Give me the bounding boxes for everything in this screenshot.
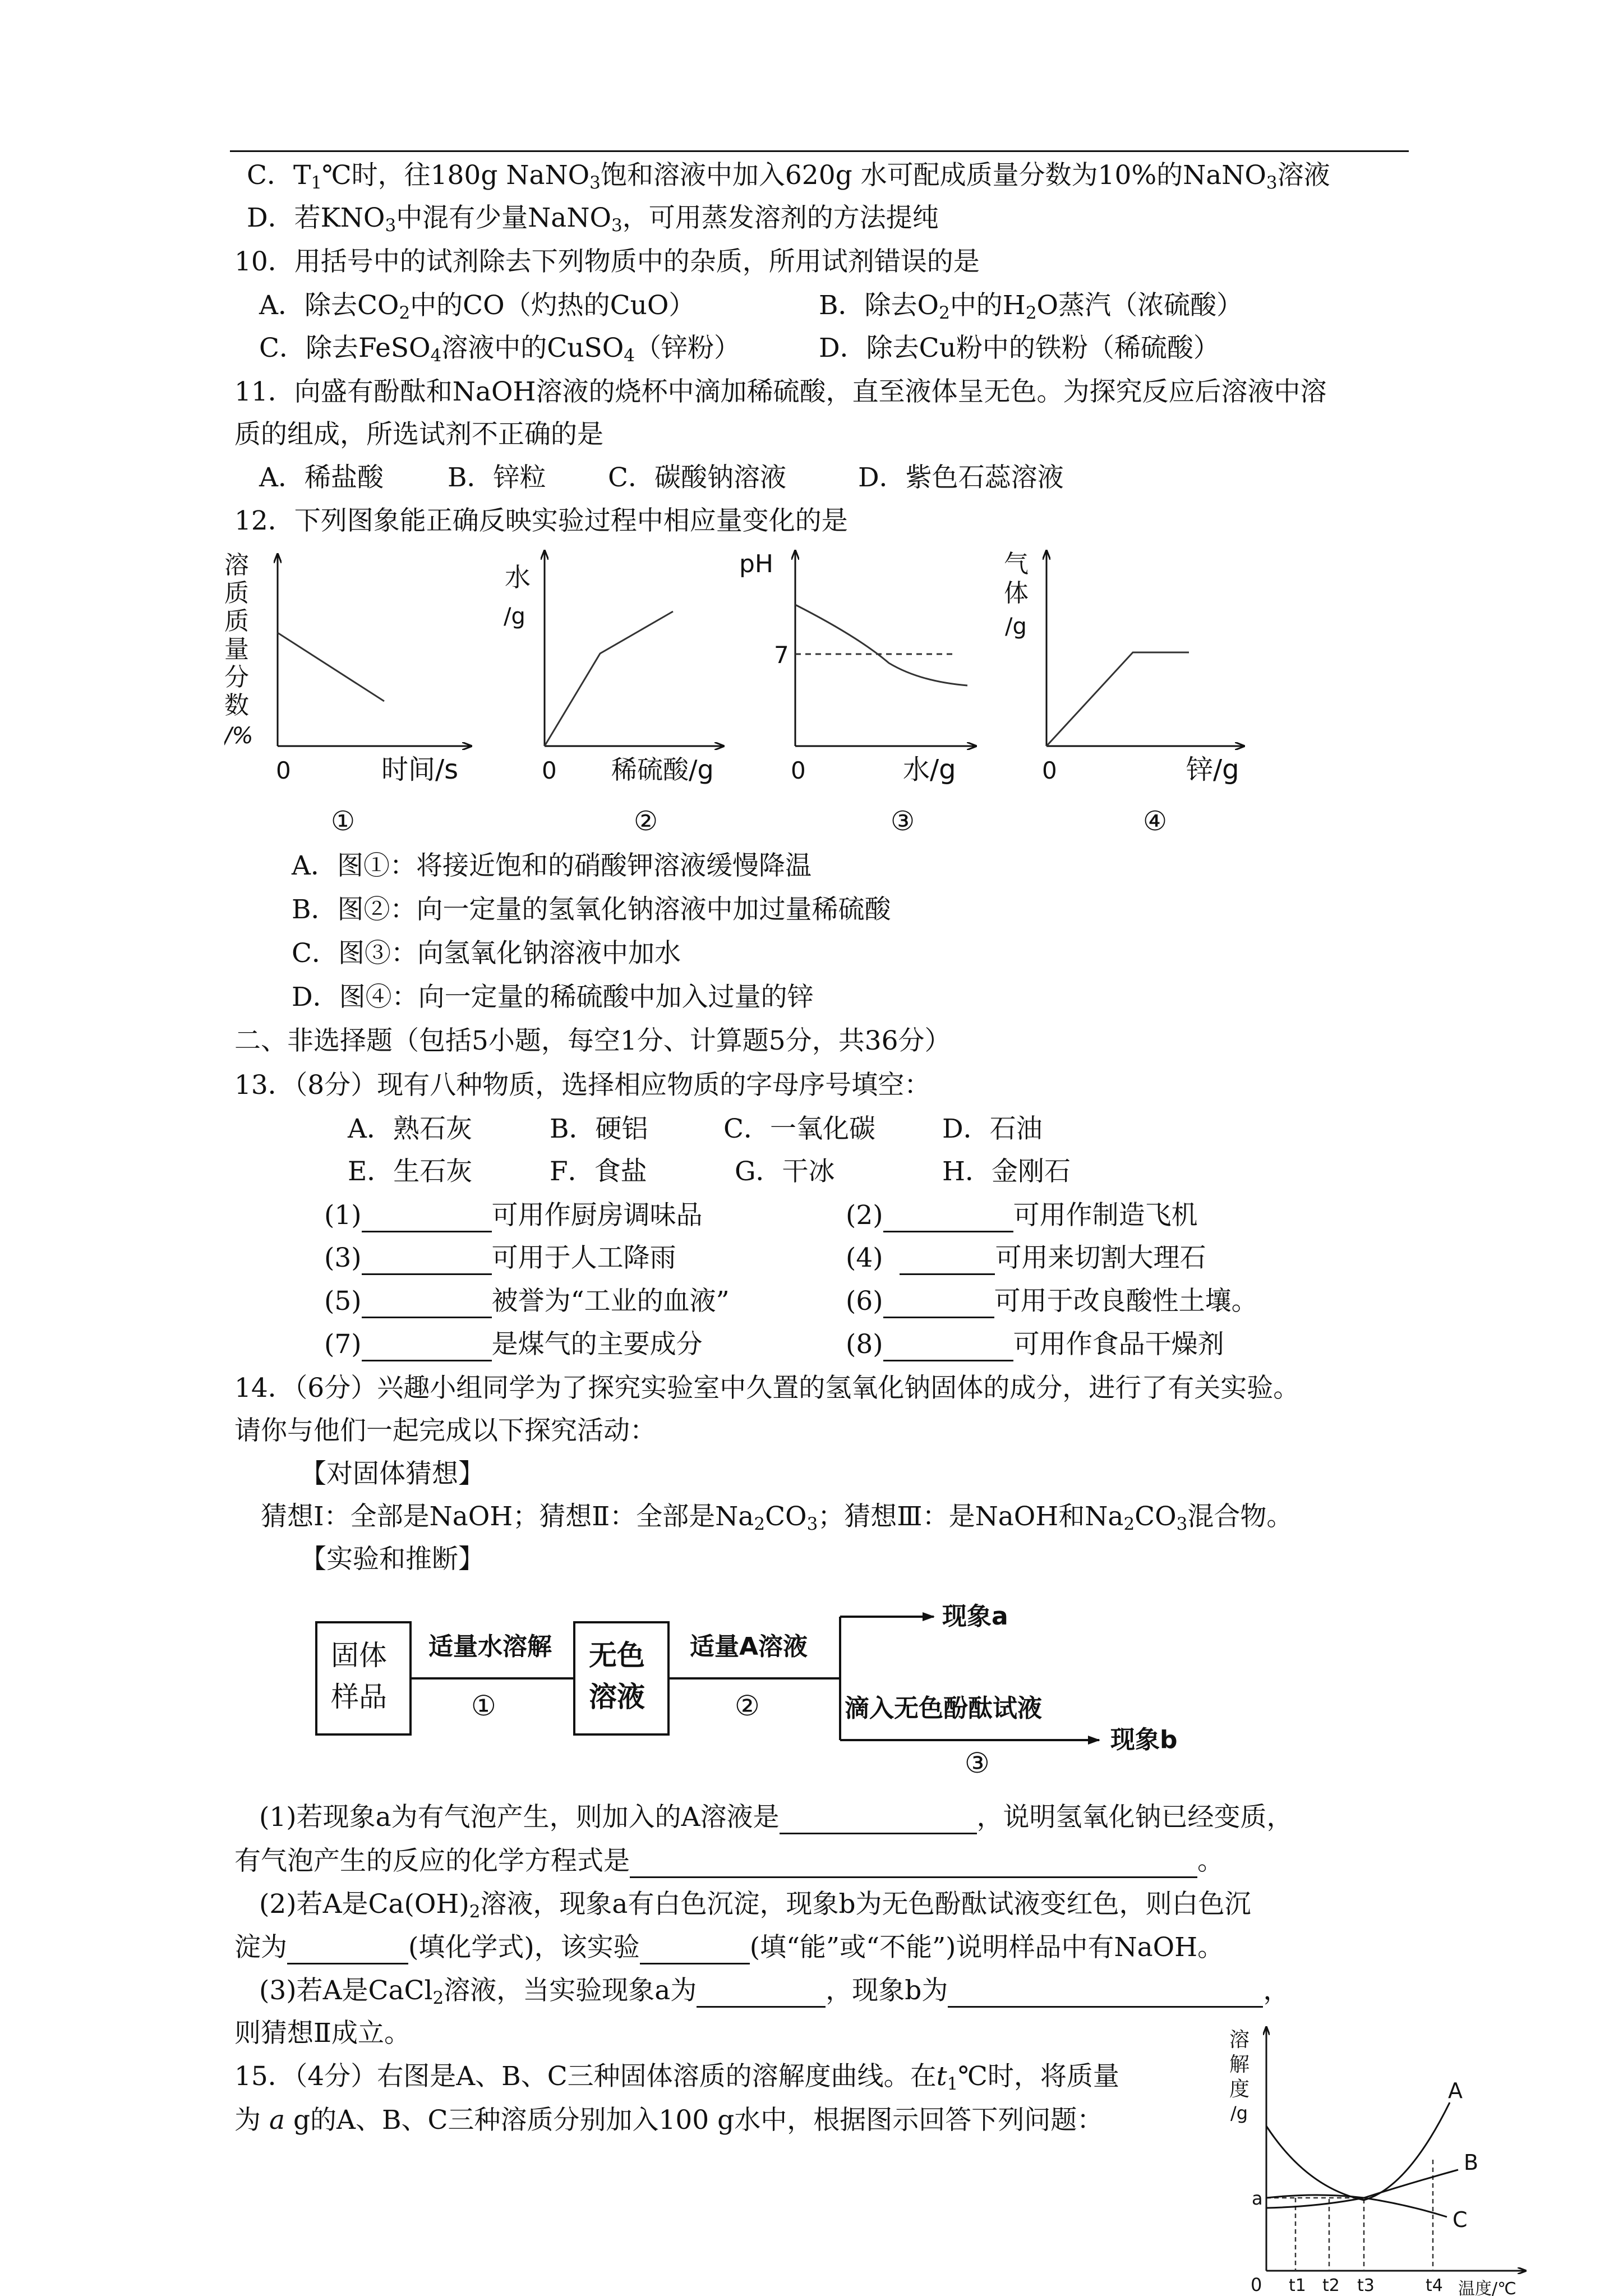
q13-blank-5: (5) 被誉为“工业的血液” — [324, 1285, 730, 1318]
graph-1-ylabel-4: 分 — [224, 663, 249, 692]
answer-blank[interactable] — [883, 1291, 994, 1318]
q10-option-d: D．除去Cu粉中的铁粉（稀硫酸） — [819, 333, 1220, 364]
q13-stem: 13．（8分）现有八种物质，选择相应物质的字母序号填空： — [234, 1070, 931, 1101]
graph-4 — [1004, 550, 1244, 837]
q15-solubility-graph — [1223, 2019, 1537, 2296]
q12-option-a: A．图①：将接近饱和的硝酸钾溶液缓慢降温 — [292, 850, 811, 881]
answer-blank[interactable] — [287, 1937, 408, 1964]
q15-a-label: a — [1252, 2188, 1263, 2209]
q11-option-b: B．锌粒 — [448, 462, 546, 493]
graph-3-origin: 0 — [791, 757, 806, 784]
q12-option-d: D．图④：向一定量的稀硫酸中加入过量的锌 — [292, 982, 814, 1013]
q14-heading-guess: 【对固体猜想】 — [300, 1458, 485, 1489]
graph-2 — [504, 551, 723, 837]
graph-3-number: ③ — [891, 806, 915, 837]
q10-option-a: A．除去$CO_2$中的CO（灼热的CuO） — [259, 290, 695, 323]
q13-blank-2: (2) 可用作制造飞机 — [846, 1199, 1198, 1232]
q15-label-b: B — [1464, 2150, 1479, 2175]
graph-1-xlabel: 时间/s — [381, 754, 459, 785]
q12-option-b: B．图②：向一定量的氢氧化钠溶液中加过量稀硫酸 — [292, 894, 891, 925]
q10-stem: 10．用括号中的试剂除去下列物质中的杂质，所用试剂错误的是 — [234, 246, 980, 277]
graph-2-ylabel-1: /g — [504, 604, 525, 629]
section-2-heading: 二、非选择题（包括5小题，每空1分、计算题5分，共36分） — [234, 1025, 951, 1056]
q14-heading-experiment: 【实验和推断】 — [300, 1544, 485, 1575]
q13-blank-1: (1) 可用作厨房调味品 — [324, 1199, 703, 1232]
q12-stem: 12．下列图象能正确反映实验过程中相应量变化的是 — [234, 505, 848, 536]
q13-option-c: C．一氧化碳 — [723, 1114, 875, 1144]
q14-guesses: 猜想Ⅰ：全部是NaOH；猜想Ⅱ：全部是$Na_2CO_3$；猜想Ⅲ：是NaOH和$Na_2CO_3$混合物。 — [261, 1501, 1293, 1534]
graph-4-ylabel-2: /g — [1005, 614, 1027, 639]
q13-option-g: G．干冰 — [735, 1156, 835, 1187]
q10-option-c: C．除去FeSO$_4$溶液中的CuSO$_4$（锌粉） — [259, 333, 740, 366]
q15-curve-a — [1266, 2102, 1450, 2200]
q15-tick-t1: t1 — [1289, 2276, 1306, 2295]
q14-stem-line2: 请你与他们一起完成以下探究活动： — [234, 1415, 656, 1446]
q15-tick-t2: t2 — [1322, 2276, 1340, 2295]
graph-2-origin: 0 — [542, 757, 557, 784]
q15-tick-t4: t4 — [1426, 2276, 1443, 2295]
q13-option-e: E．生石灰 — [348, 1156, 473, 1187]
q13-option-a: A．熟石灰 — [348, 1114, 472, 1144]
graph-2-curve — [545, 611, 673, 746]
answer-blank[interactable] — [640, 1937, 750, 1964]
graph-4-origin: 0 — [1042, 757, 1057, 784]
box-colorless-solution-line2: 溶液 — [589, 1681, 645, 1713]
q12-option-c: C．图③：向氢氧化钠溶液中加水 — [292, 938, 681, 969]
answer-blank[interactable] — [900, 1248, 995, 1275]
q15-label-c: C — [1453, 2207, 1468, 2232]
header-rule — [230, 150, 1409, 152]
q11-option-a: A．稀盐酸 — [259, 462, 384, 493]
answer-blank[interactable] — [883, 1205, 1013, 1232]
box-solid-sample-line1: 固体 — [331, 1639, 387, 1672]
q14-part2-line2: 淀为 (填化学式)，该实验 (填“能”或“不能”)说明样品中有NaOH。 — [234, 1931, 1224, 1964]
box-colorless-solution-line1: 无色 — [589, 1639, 645, 1672]
arrow-2-label: 适量A溶液 — [690, 1632, 808, 1661]
q14-part3-line2: 则猜想Ⅱ成立。 — [234, 2018, 411, 2049]
box-solid-sample-line2: 样品 — [331, 1681, 387, 1713]
arrow-3-label: 滴入无色酚酞试液 — [845, 1694, 1042, 1723]
graph-4-curve — [1046, 652, 1189, 746]
q13-blank-6: (6) 可用于改良酸性土壤。 — [846, 1285, 1258, 1318]
graph-1-ylabel-1: 质 — [224, 579, 249, 608]
arrow-1-label: 适量水溶解 — [428, 1632, 552, 1661]
graph-1-number: ① — [331, 806, 356, 837]
q15-ylabel-1: 解 — [1229, 2053, 1250, 2076]
graph-1-ylabel-0: 溶 — [224, 551, 249, 579]
q13-blank-8: (8) 可用作食品干燥剂 — [846, 1328, 1224, 1361]
graph-2-number: ② — [634, 806, 658, 837]
graph-2-xlabel: 稀硫酸/g — [611, 754, 714, 785]
q11-option-c: C．碳酸钠溶液 — [608, 462, 786, 493]
q14-part2-line1: (2)若A是$Ca(OH)_2$溶液，现象a有白色沉淀，现象b为无色酚酞试液变红色，则白色沉 — [259, 1889, 1251, 1922]
q14-stem-line1: 14．（6分）兴趣小组同学为了探究实验室中久置的氢氧化钠固体的成分，进行了有关实验。 — [234, 1373, 1300, 1404]
q11-stem-line2: 质的组成，所选试剂不正确的是 — [234, 419, 603, 450]
graph-1 — [224, 551, 471, 837]
q13-blank-4: (4) 可用来切割大理石 — [846, 1241, 1206, 1275]
q11-stem-line1: 11．向盛有酚酞和NaOH溶液的烧杯中滴加稀硫酸，直至液体呈无色。为探究反应后溶液中溶 — [234, 376, 1327, 407]
q13-blank-3: (3) 可用于人工降雨 — [324, 1241, 676, 1275]
graph-4-xlabel: 锌/g — [1186, 754, 1239, 785]
q15-ylabel-0: 溶 — [1229, 2028, 1250, 2051]
step-1-number: ① — [471, 1690, 496, 1722]
q9-option-c: C．$T_1℃$时，往180g NaNO$_3$饱和溶液中加入620g 水可配成质量分数为10%的NaNO$_3$溶液 — [247, 160, 1330, 193]
q15-xlabel: 温度/℃ — [1458, 2279, 1516, 2296]
q15-stem-line2: 为 a g的A、B、C三种溶质分别加入100 g水中，根据图示回答下列问题： — [234, 2105, 1104, 2136]
q15-ylabel-3: /g — [1230, 2102, 1248, 2124]
q15-origin: 0 — [1251, 2274, 1262, 2295]
q15-label-a: A — [1448, 2078, 1463, 2103]
answer-blank[interactable] — [883, 1334, 1013, 1361]
graph-1-curve — [278, 633, 384, 701]
q13-option-f: F．食盐 — [550, 1156, 647, 1187]
q13-blank-7: (7) 是煤气的主要成分 — [324, 1328, 703, 1361]
graph-3-xlabel: 水/g — [903, 754, 956, 785]
result-b-label: 现象b — [1110, 1726, 1178, 1754]
q14-part3-line1: (3)若A是CaCl$_2$溶液，当实验现象a为 ，现象b为 ， — [259, 1975, 1290, 2008]
graph-1-ylabel-3: 量 — [224, 635, 249, 664]
graph-3-curve — [795, 605, 967, 685]
answer-blank[interactable] — [630, 1851, 1197, 1878]
q13-option-b: B．硬铝 — [550, 1114, 648, 1144]
answer-blank[interactable] — [362, 1291, 492, 1318]
result-a-label: 现象a — [942, 1602, 1008, 1631]
q14-part1-line2: 有气泡产生的反应的化学方程式是 。 — [234, 1844, 1224, 1878]
graph-3-ylabel-0: pH — [739, 550, 774, 578]
q15-tick-t3: t3 — [1357, 2276, 1375, 2295]
graph-1-ylabel-2: 质 — [224, 607, 249, 636]
answer-blank[interactable] — [780, 1807, 977, 1834]
answer-blank[interactable] — [948, 1980, 1263, 2008]
graph-1-origin: 0 — [276, 757, 291, 784]
q14-flowchart — [303, 1588, 1200, 1784]
answer-blank[interactable] — [362, 1205, 492, 1232]
q15-stem-line1: 15．（4分）右图是A、B、C三种固体溶质的溶解度曲线。在$t_1℃$时，将质量 — [234, 2061, 1119, 2094]
q10-option-b: B．除去$O_2$中的$H_2O$蒸汽（浓硫酸） — [819, 290, 1243, 323]
answer-blank[interactable] — [362, 1248, 492, 1275]
graph-3-ref-label: 7 — [774, 641, 789, 669]
q12-graphs — [224, 539, 1262, 853]
graph-2-ylabel-0: 水 — [505, 562, 531, 592]
answer-blank[interactable] — [697, 1980, 826, 2008]
step-2-number: ② — [735, 1690, 760, 1722]
q11-option-d: D．紫色石蕊溶液 — [858, 462, 1064, 493]
answer-blank[interactable] — [362, 1334, 492, 1361]
step-3-number: ③ — [965, 1747, 990, 1779]
graph-4-number: ④ — [1143, 806, 1168, 837]
q13-option-h: H．金刚石 — [942, 1156, 1071, 1187]
q9-option-d: D．若$KNO_3$中混有少量NaNO$_3$，可用蒸发溶剂的方法提纯 — [247, 203, 939, 236]
graph-1-ylabel-6: /% — [224, 723, 253, 749]
q13-option-d: D．石油 — [942, 1114, 1043, 1144]
graph-4-ylabel-1: 体 — [1004, 579, 1029, 608]
graph-4-ylabel-0: 气 — [1004, 550, 1029, 578]
q14-part1-line1: (1)若现象a为有气泡产生，则加入的A溶液是 ，说明氢氧化钠已经变质， — [259, 1801, 1293, 1834]
q15-ylabel-2: 度 — [1229, 2078, 1250, 2101]
graph-3 — [739, 550, 976, 837]
graph-1-ylabel-5: 数 — [224, 691, 249, 720]
